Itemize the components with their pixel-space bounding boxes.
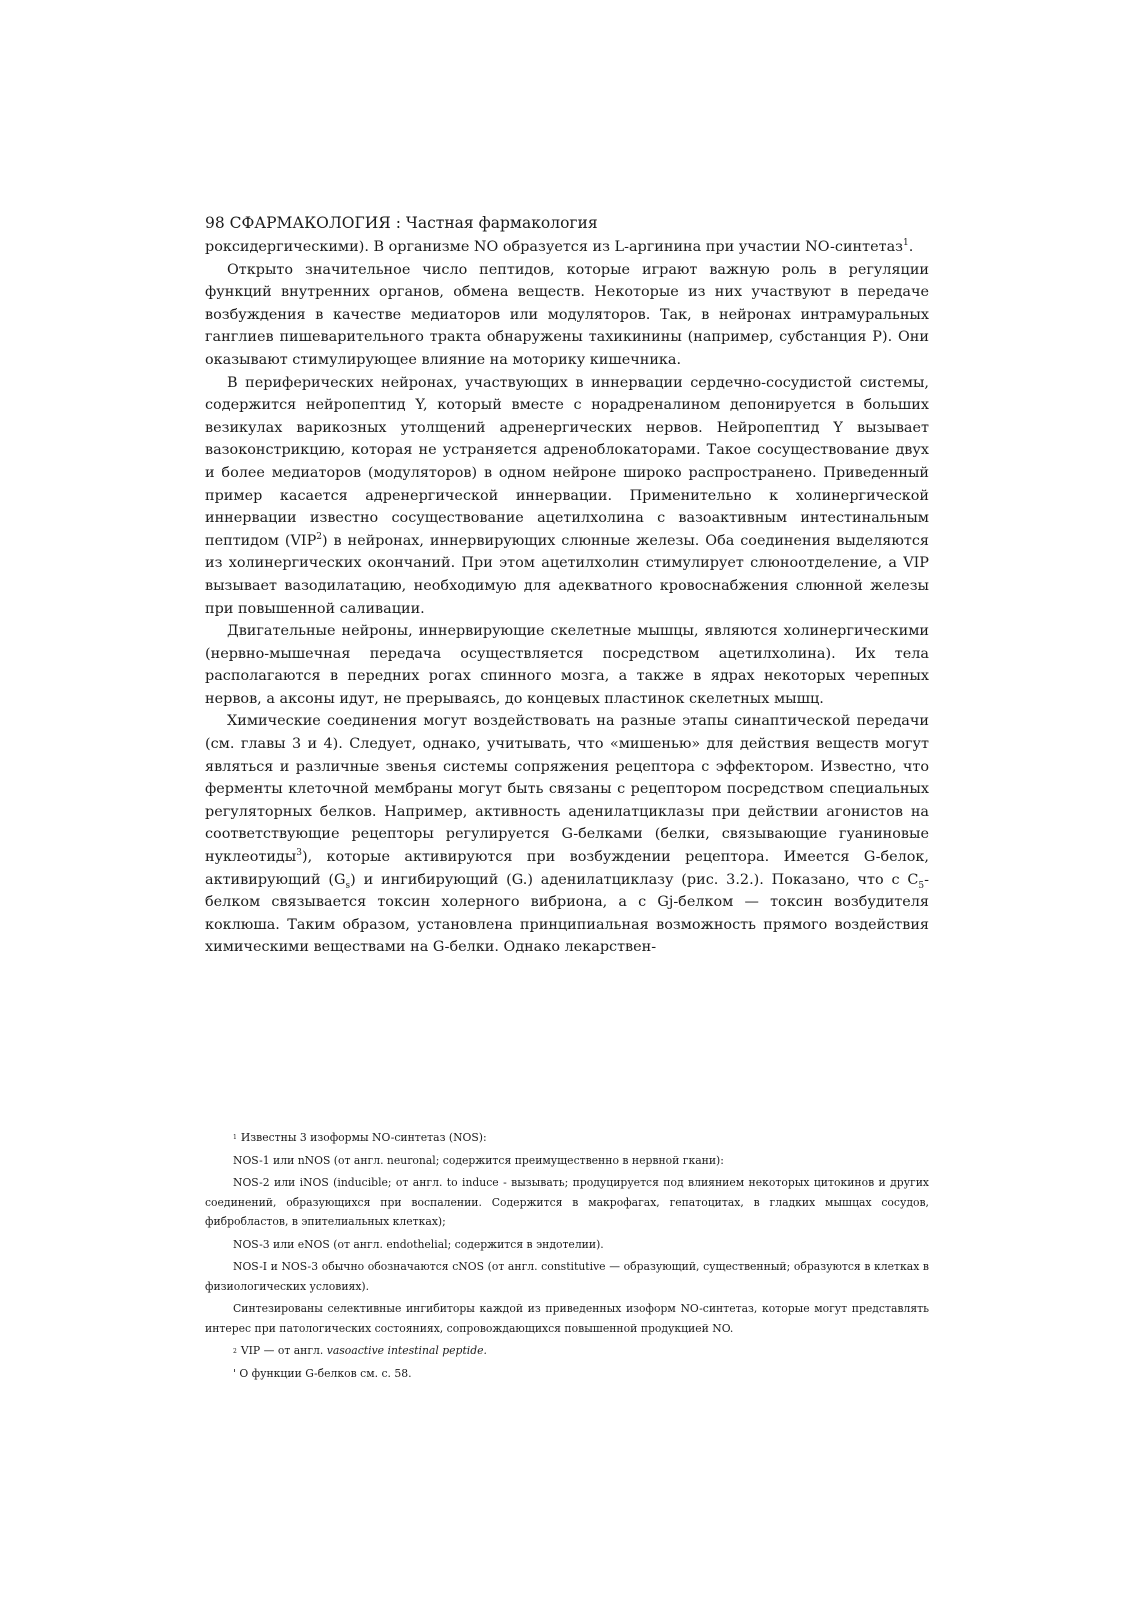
paragraph-2: Открыто значительное число пептидов, которые играют важную роль в регуляции функций внутренних органов, обмена веществ. Некоторые из них участвуют в передаче возбуждения в качестве медиаторов или модуляторов. Так, в нейронах интрамуральных ганглиев пишеварительного тракта обнаружены тахикинины (например, субстанция Р). Они оказывают стимулирующее влияние на моторику кишечника. xyxy=(205,261,929,368)
footnote-nos1: NOS-1 или nNOS (от англ. neuronal; содержится преимущественно в нервной гкани): xyxy=(233,1153,724,1167)
body-text xyxy=(205,236,929,959)
footnote-nos-constitutive: NOS-I и NOS-3 обычно обозначаются cNOS (от англ. constitutive — образующий, существенный; образуются в клетках в физиологических условиях). xyxy=(205,1260,929,1293)
paragraph-3 xyxy=(205,372,929,621)
paragraph-1-tail: . xyxy=(908,239,914,255)
footnote-2 xyxy=(205,1341,929,1361)
paragraph-5-part-2: ), которые активируются при возбуждении рецептора. Имеется G-белок, активирующий (G xyxy=(205,849,929,888)
footnote-2-italic: vasoactive intestinal peptide. xyxy=(326,1344,487,1358)
paragraph-3-tail: ) в нейронах, иннервирующих слюнные железы. Оба соединения выделяются из холинергических окончаний. При этом ацетилхолин стимулирует слюноотделение, а VIP вызывает вазодилатацию, необходимую для адекватного кровоснабжения слюнной железы при повышенной саливации. xyxy=(205,532,929,617)
running-head: 98 СФАРМАКОЛОГИЯ : Частная фармакология xyxy=(205,214,598,232)
footnote-ref-2: 2 xyxy=(316,531,322,542)
paragraph-5-part-4: -белком связывается токсин холерного вибриона, а с Gj-белком — токсин возбудителя коклюша. Таким образом, установлена принципиальная возможность прямого воздействия химическими веществами на G-белки. Однако лекарствен- xyxy=(205,871,929,956)
page-content xyxy=(205,212,929,959)
paragraph-5-part-1: Химические соединения могут воздействовать на разные этапы синаптической передачи (см. главы 3 и 4). Следует, однако, учитывать, что «мишенью» для действия веществ могут являться и различные звенья системы сопряжения рецептора с эффектором. Известно, что ферменты клеточной мембраны могут быть связаны с рецептором посредством специальных регуляторных белков. Например, активность аденилатциклазы при действии агонистов на соответствующие рецепторы регулируется G-белками (белки, связывающие гуаниновые нуклеотиды xyxy=(205,713,929,866)
footnote-inhibitors: Синтезированы селективные ингибиторы каждой из приведенных изоформ NO-синтетаз, которые могут представлять интерес при патологических состояниях, сопровождающихся повышенной продукцией NO. xyxy=(205,1302,929,1335)
footnotes xyxy=(205,1128,929,1387)
subscript-s: s xyxy=(345,880,351,891)
paragraph-5 xyxy=(205,710,929,959)
subscript-5: 5 xyxy=(918,880,925,891)
footnote-2-mark: 2 xyxy=(233,1347,237,1355)
paragraph-4: Двигательные нейроны, иннервирующие скелетные мышцы, являются холинергическими (нервно-мышечная передача осуществляется посредством ацетилхолина). Их тела располагаются в передних рогах спинного мозга, а также в ядрах некоторых черепных нервов, а аксоны идут, не прерываясь, до концевых пластинок скелетных мышц. xyxy=(205,623,929,707)
footnote-nos2: NOS-2 или iNOS (inducible; от англ. to induce - вызывать; продуцируется под влиянием некоторых цитокинов и других соединений, образующихся при воспалении. Содержится в макрофагах, гепатоцитах, в гладких мышцах сосудов, фибробластов, в эпителиальных клетках); xyxy=(205,1176,929,1229)
footnote-ref-1: 1 xyxy=(903,238,909,249)
paragraph-3-text: В периферических нейронах, участвующих в иннервации сердечно-сосудистой системы, содержится нейропептид Y, который вместе с норадреналином депонируется в больших везикулах варикозных утолщений адренергических нервов. Нейропептид Y вызывает вазоконстрикцию, которая не устраняется адреноблокаторами. Такое сосуществование двух и более медиаторов (модуляторов) в одном нейроне широко распространено. Приведенный пример касается адренергической иннервации. Применительно к холинергической иннервации известно сосуществование ацетилхолина с вазоактивным интестинальным пептидом (VIP xyxy=(205,374,929,549)
paragraph-1-text: роксидергическими). В организме NO образуется из L-аргинина при участии NO-синтетаз xyxy=(205,239,903,255)
footnote-3: ' О функции G-белков см. с. 58. xyxy=(233,1367,412,1380)
paragraph-5-part-3: ) и ингибирующий (G.) аденилатциклазу (рис. 3.2.). Показано, что с C xyxy=(350,871,919,888)
footnote-1-mark: 1 xyxy=(233,1134,237,1142)
footnote-1-title xyxy=(205,1128,929,1148)
footnote-nos3: NOS-3 или eNOS (от англ. endothelial; содержится в эндотелии). xyxy=(233,1237,604,1251)
footnote-1-title-text: Известны 3 изоформы NO-синтетаз (NOS): xyxy=(240,1131,487,1144)
footnote-2-prefix: VIP — от англ. xyxy=(240,1344,327,1358)
footnote-ref-3: 3 xyxy=(296,848,302,859)
paragraph-1 xyxy=(205,236,929,259)
